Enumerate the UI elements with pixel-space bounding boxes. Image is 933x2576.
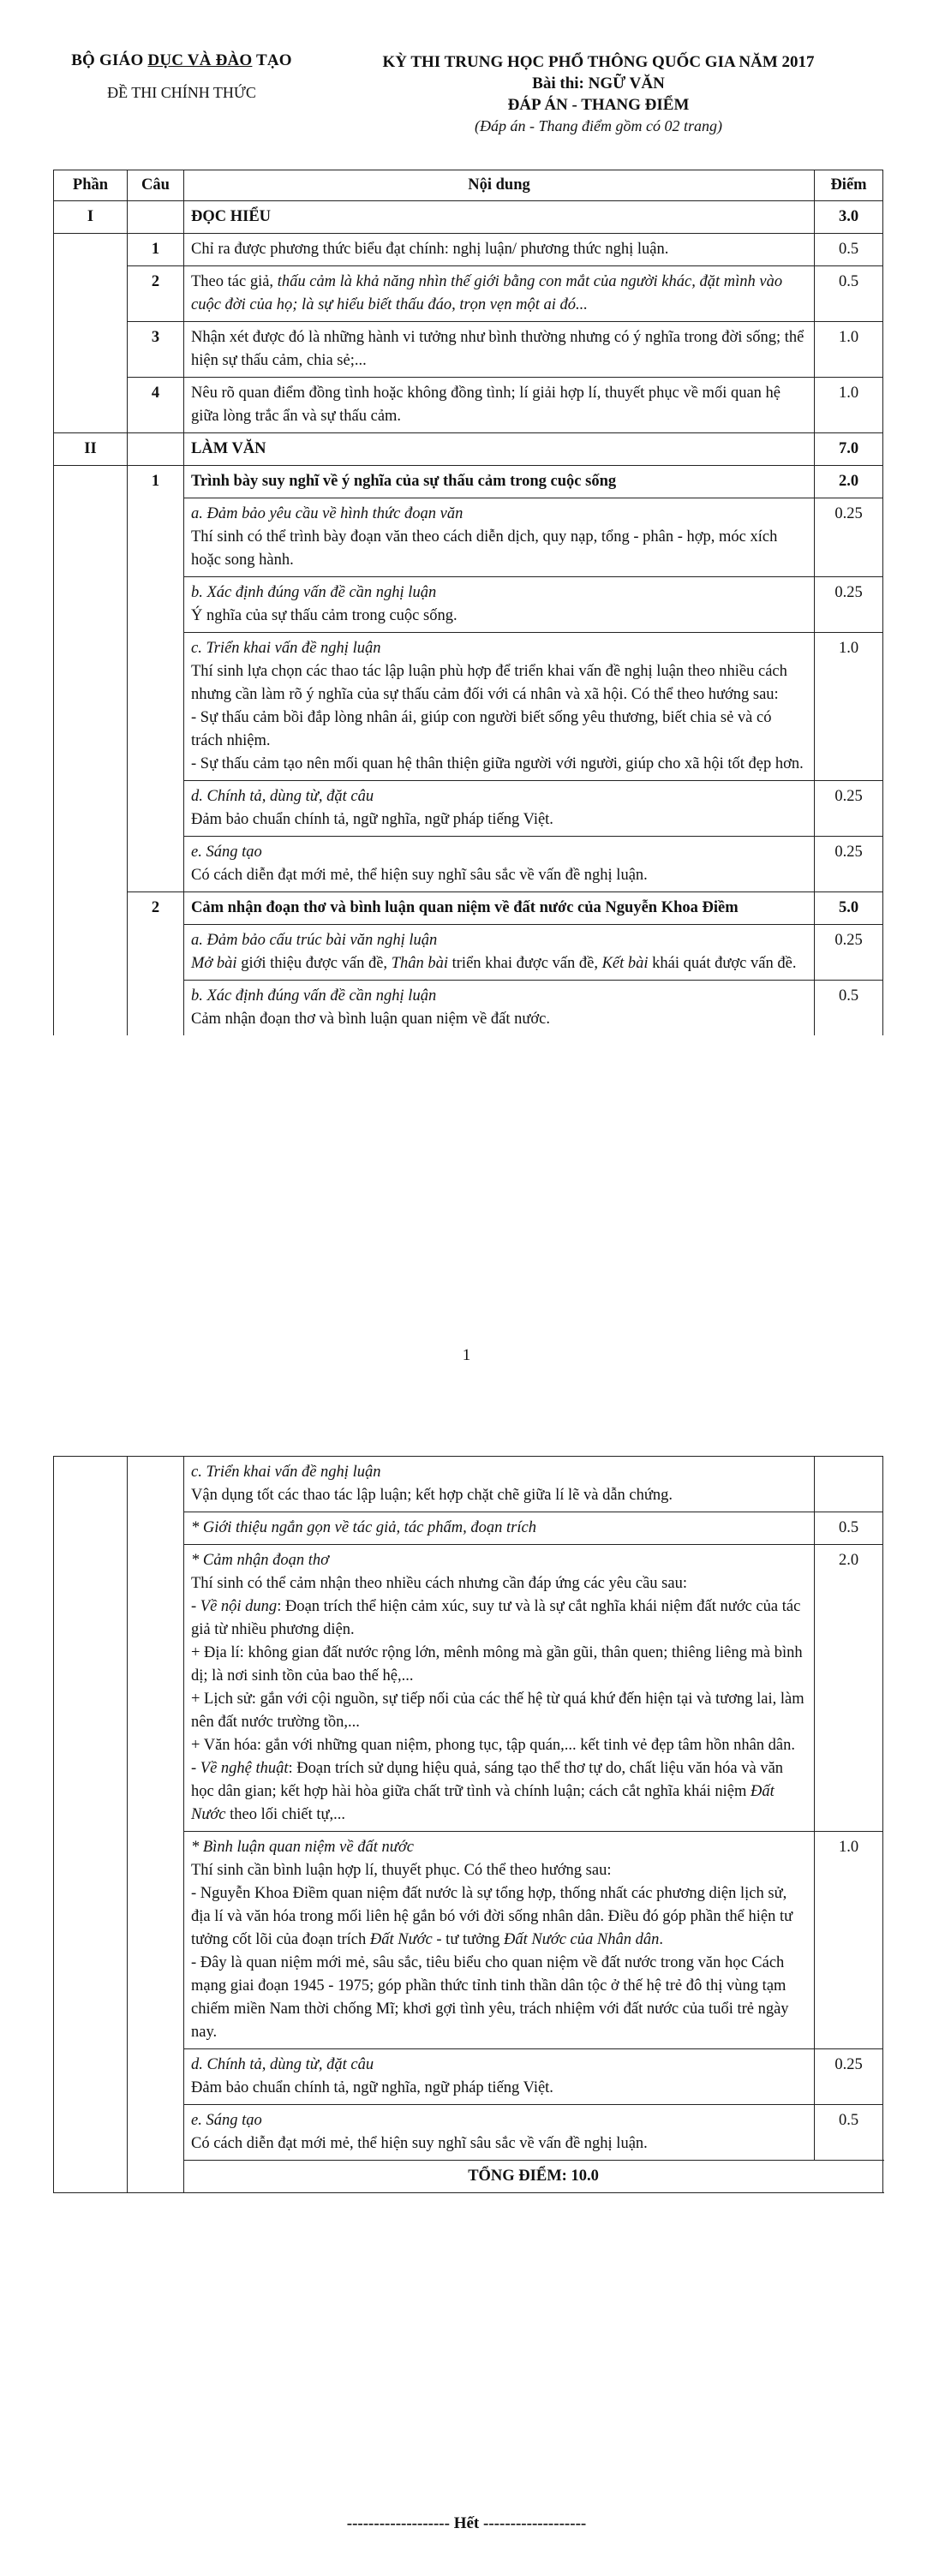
page-2	[0, 1404, 933, 2576]
answer-text: Nêu rõ quan điểm đồng tình hoặc không đồng tình; lí giải hợp lí, thuyết phục về mối quan hệ giữa lòng trắc ẩn và sự thấu cảm.	[184, 378, 815, 433]
criterion: a. Đảm bảo yêu cầu về hình thức đoạn văn Thí sinh có thể trình bày đoạn văn theo cách diễn dịch, quy nạp, tổng - phân - hợp, móc xích hoặc song hành.	[184, 498, 815, 577]
part-score: 7.0	[815, 433, 883, 466]
part-score: 3.0	[815, 201, 883, 234]
ministry-name: BỘ GIÁO DỤC VÀ ĐÀO TẠO	[71, 51, 292, 69]
question-number: 1	[128, 466, 184, 892]
document-header	[53, 51, 882, 150]
header-left	[53, 51, 310, 102]
criterion-score: 0.25	[815, 2049, 883, 2105]
page-number: 1	[462, 1346, 471, 1364]
answer-text: Nhận xét được đó là những hành vi tưởng như bình thường nhưng có ý nghĩa trong đời sống; thể hiện sự thấu cảm, chia sẻ;...	[184, 322, 815, 378]
answer-score: 1.0	[815, 322, 883, 378]
criterion: b. Xác định đúng vấn đề cần nghị luận Cảm nhận đoạn thơ và bình luận quan niệm về đất nước.	[184, 981, 815, 1036]
criterion-score: 1.0	[815, 633, 883, 781]
question-number: 2	[128, 892, 184, 1036]
criterion: c. Triển khai vấn đề nghị luận Vận dụng tốt các thao tác lập luận; kết hợp chặt chẽ giữa lí lẽ và dẫn chứng.	[184, 1457, 815, 1512]
table-row	[54, 433, 883, 466]
criterion-score: 0.25	[815, 837, 883, 892]
answer-table-page-1	[53, 170, 883, 1035]
criterion-score: 2.0	[815, 1545, 883, 1832]
criterion: e. Sáng tạo Có cách diễn đạt mới mẻ, thể hiện suy nghĩ sâu sắc về vấn đề nghị luận.	[184, 2105, 815, 2161]
answer-table-page-2	[53, 1456, 883, 2193]
table-row	[54, 466, 883, 498]
part-number: I	[54, 201, 128, 234]
question-score: 5.0	[815, 892, 883, 925]
criterion: d. Chính tả, dùng từ, đặt câu Đảm bảo chuẩn chính tả, ngữ nghĩa, ngữ pháp tiếng Việt.	[184, 2049, 815, 2105]
criterion-score: 0.25	[815, 577, 883, 633]
criterion-score: 0.25	[815, 781, 883, 837]
question-number: 1	[128, 234, 184, 266]
exam-title: KỲ THI TRUNG HỌC PHỔ THÔNG QUỐC GIA NĂM 2017	[382, 53, 815, 71]
question-title: Cảm nhận đoạn thơ và bình luận quan niệm về đất nước của Nguyễn Khoa Điềm	[184, 892, 815, 925]
table-row	[54, 322, 883, 378]
answer-score: 0.5	[815, 234, 883, 266]
part-title: ĐỌC HIỂU	[184, 201, 815, 234]
table-row	[54, 1457, 883, 1512]
question-score: 2.0	[815, 466, 883, 498]
criterion: * Cảm nhận đoạn thơ Thí sinh có thể cảm nhận theo nhiều cách nhưng cần đáp ứng các yêu cầu sau: - Về nội dung: Đoạn trích thể hiện cảm xúc, suy tư và là sự cắt nghĩa khái niệm đất nước của tác giả từ nhiều phương diện. + Địa lí: không gian đất nước rộng lớn, mênh mông mà gần gũi, thân quen; thiêng liêng mà bình dị; là nơi sinh tồn của bao thế hệ,... + Lịch sử: gắn với cội nguồn, sự tiếp nối của các thế hệ từ quá khứ đến hiện tại và tương lai, làm nên đất nước trường tồn,... + Văn hóa: gắn với những quan niệm, phong tục, tập quán,... kết tinh vẻ đẹp tâm hồn nhân dân. - Về nghệ thuật: Đoạn trích sử dụng hiệu quả, sáng tạo thể thơ tự do, chất liệu văn hóa và văn học dân gian; kết hợp hài hòa giữa chất trữ tình và chính luận; cách cắt nghĩa khái niệm Đất Nước theo lối chiết tự,...	[184, 1545, 815, 1832]
criterion: e. Sáng tạo Có cách diễn đạt mới mẻ, thể hiện suy nghĩ sâu sắc về vấn đề nghị luận.	[184, 837, 815, 892]
criterion-score: 0.5	[815, 981, 883, 1036]
criterion-score: 1.0	[815, 1832, 883, 2049]
criterion: * Bình luận quan niệm về đất nước Thí sinh cần bình luận hợp lí, thuyết phục. Có thể theo hướng sau: - Nguyễn Khoa Điềm quan niệm đất nước là sự tổng hợp, thống nhất các phương diện lịch sử, địa lí và văn hóa trong mối liên hệ gắn bó với đời sống nhân dân. Điều đó góp phần thể hiện tư tưởng cốt lõi của đoạn trích Đất Nước - tư tưởng Đất Nước của Nhân dân. - Đây là quan niệm mới mẻ, sâu sắc, tiêu biểu cho quan niệm về đất nước trong văn học Cách mạng giai đoạn 1945 - 1975; góp phần thức tỉnh tinh thần dân tộc ở thế hệ trẻ đô thị vùng tạm chiếm miền Nam thời chống Mĩ; khơi gợi tình yêu, trách nhiệm với đất nước của tuổi trẻ ngày nay.	[184, 1832, 815, 2049]
end-mark: ------------------- Hết -------------------	[346, 2514, 587, 2532]
question-title: Trình bày suy nghĩ về ý nghĩa của sự thấu cảm trong cuộc sống	[184, 466, 815, 498]
criterion: c. Triển khai vấn đề nghị luận Thí sinh lựa chọn các thao tác lập luận phù hợp để triển khai vấn đề nghị luận theo nhiều cách nhưng cần làm rõ ý nghĩa của sự thấu cảm đối với cá nhân và xã hội. Có thể theo hướng sau: - Sự thấu cảm bồi đắp lòng nhân ái, giúp con người biết sống yêu thương, biết chia sẻ và có trách nhiệm. - Sự thấu cảm tạo nên mối quan hệ thân thiện giữa người với người, giúp cho xã hội tốt đẹp hơn.	[184, 633, 815, 781]
col-header-cau: Câu	[128, 170, 184, 201]
criterion: a. Đảm bảo cấu trúc bài văn nghị luận Mở bài giới thiệu được vấn đề, Thân bài triển khai được vấn đề, Kết bài khái quát được vấn đề.	[184, 925, 815, 981]
question-number: 3	[128, 322, 184, 378]
question-number: 4	[128, 378, 184, 433]
criterion-score: 0.25	[815, 498, 883, 577]
total-score: TỔNG ĐIỂM: 10.0	[184, 2161, 883, 2193]
page-count-note: (Đáp án - Thang điểm gồm có 02 trang)	[475, 117, 722, 134]
table-header-row	[54, 170, 883, 201]
answer-score: 1.0	[815, 378, 883, 433]
answer-score: 0.5	[815, 266, 883, 322]
part-title: LÀM VĂN	[184, 433, 815, 466]
answer-text: Chỉ ra được phương thức biểu đạt chính: nghị luận/ phương thức nghị luận.	[184, 234, 815, 266]
table-row	[54, 234, 883, 266]
table-row	[54, 378, 883, 433]
answer-text: Theo tác giả, thấu cảm là khả năng nhìn thế giới bằng con mắt của người khác, đặt mình vào cuộc đời của họ; là sự hiểu biết thấu đáo, trọn vẹn một ai đó...	[184, 266, 815, 322]
criterion: b. Xác định đúng vấn đề cần nghị luận Ý nghĩa của sự thấu cảm trong cuộc sống.	[184, 577, 815, 633]
answer-key-title: ĐÁP ÁN - THANG ĐIỂM	[507, 96, 690, 114]
question-number: 2	[128, 266, 184, 322]
table-row	[54, 266, 883, 322]
part-number: II	[54, 433, 128, 466]
col-header-diem: Điểm	[815, 170, 883, 201]
exam-subject: Bài thi: NGỮ VĂN	[532, 75, 665, 92]
col-header-noi-dung: Nội dung	[184, 170, 815, 201]
criterion-score: 0.5	[815, 2105, 883, 2161]
col-header-phan: Phần	[54, 170, 128, 201]
table-row	[54, 201, 883, 234]
criterion-score: 0.5	[815, 1512, 883, 1545]
official-label: ĐỀ THI CHÍNH THỨC	[107, 84, 256, 101]
table-row	[54, 892, 883, 925]
header-right	[314, 51, 882, 137]
criterion-score: 0.25	[815, 925, 883, 981]
criterion: * Giới thiệu ngắn gọn về tác giả, tác phẩm, đoạn trích	[184, 1512, 815, 1545]
criterion: d. Chính tả, dùng từ, đặt câu Đảm bảo chuẩn chính tả, ngữ nghĩa, ngữ pháp tiếng Việt.	[184, 781, 815, 837]
